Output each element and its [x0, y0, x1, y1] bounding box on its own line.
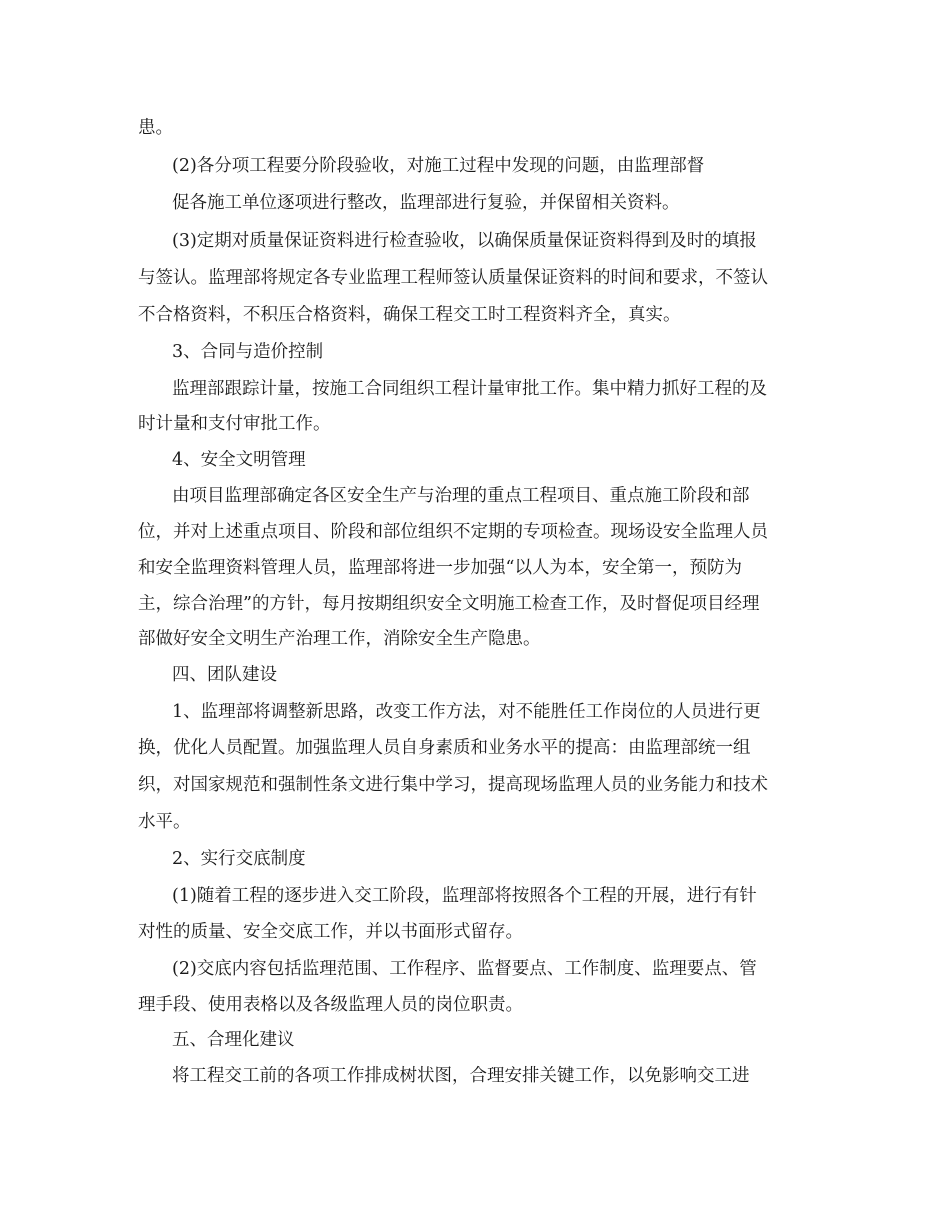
- text-line: (2)各分项工程要分阶段验收，对施工过程中发现的问题，由监理部督: [172, 156, 705, 176]
- text-line: 与签认。监理部将规定各专业监理工程师签认质量保证资料的时间和要求，不签认: [138, 268, 768, 288]
- text-line: 将工程交工前的各项工作排成树状图，合理安排关键工作，以免影响交工进: [172, 1066, 750, 1086]
- text-line: 促各施工单位逐项进行整改，监理部进行复验，并保留相关资料。: [172, 193, 680, 213]
- section-heading: 2、实行交底制度: [172, 849, 306, 869]
- text-line: 对性的质量、安全交底工作，并以书面形式留存。: [138, 922, 523, 942]
- text-line: 主，综合治理”的方针，每月按期组织安全文明施工检查工作，及时督促项目经理: [138, 594, 760, 614]
- text-line: (3)定期对质量保证资料进行检查验收，以确保质量保证资料得到及时的填报: [172, 231, 757, 251]
- text-line: 换，优化人员配置。加强监理人员自身素质和业务水平的提高：由监理部统一组: [138, 738, 751, 758]
- text-line: 和安全监理资料管理人员，监理部将进一步加强“以人为本，安全第一，预防为: [138, 558, 742, 578]
- text-line: 水平。: [138, 812, 191, 832]
- section-heading: 五、合理化建议: [172, 1030, 295, 1050]
- section-heading: 3、合同与造价控制: [172, 342, 324, 362]
- text-line: 患。: [138, 118, 173, 138]
- section-heading: 4、安全文明管理: [172, 450, 306, 470]
- section-heading: 四、团队建设: [172, 665, 277, 685]
- text-line: (1)随着工程的逐步进入交工阶段，监理部将按照各个工程的开展，进行有针: [172, 886, 757, 906]
- text-line: 1、监理部将调整新思路，改变工作方法，对不能胜任工作岗位的人员进行更: [172, 702, 761, 722]
- text-line: 位，并对上述重点项目、阶段和部位组织不定期的专项检查。现场设安全监理人员: [138, 522, 768, 542]
- text-line: 部做好安全文明生产治理工作，消除安全生产隐患。: [138, 629, 541, 649]
- text-line: 监理部跟踪计量，按施工合同组织工程计量审批工作。集中精力抓好工程的及: [172, 379, 767, 399]
- text-line: 不合格资料，不积压合格资料，确保工程交工时工程资料齐全，真实。: [138, 305, 681, 325]
- text-line: (2)交底内容包括监理范围、工作程序、监督要点、工作制度、监理要点、管: [172, 959, 757, 979]
- text-line: 织，对国家规范和强制性条文进行集中学习，提高现场监理人员的业务能力和技术: [138, 775, 768, 795]
- text-line: 理手段、使用表格以及各级监理人员的岗位职责。: [138, 995, 523, 1015]
- text-line: 由项目监理部确定各区安全生产与治理的重点工程项目、重点施工阶段和部: [172, 486, 750, 506]
- text-line: 时计量和支付审批工作。: [138, 414, 331, 434]
